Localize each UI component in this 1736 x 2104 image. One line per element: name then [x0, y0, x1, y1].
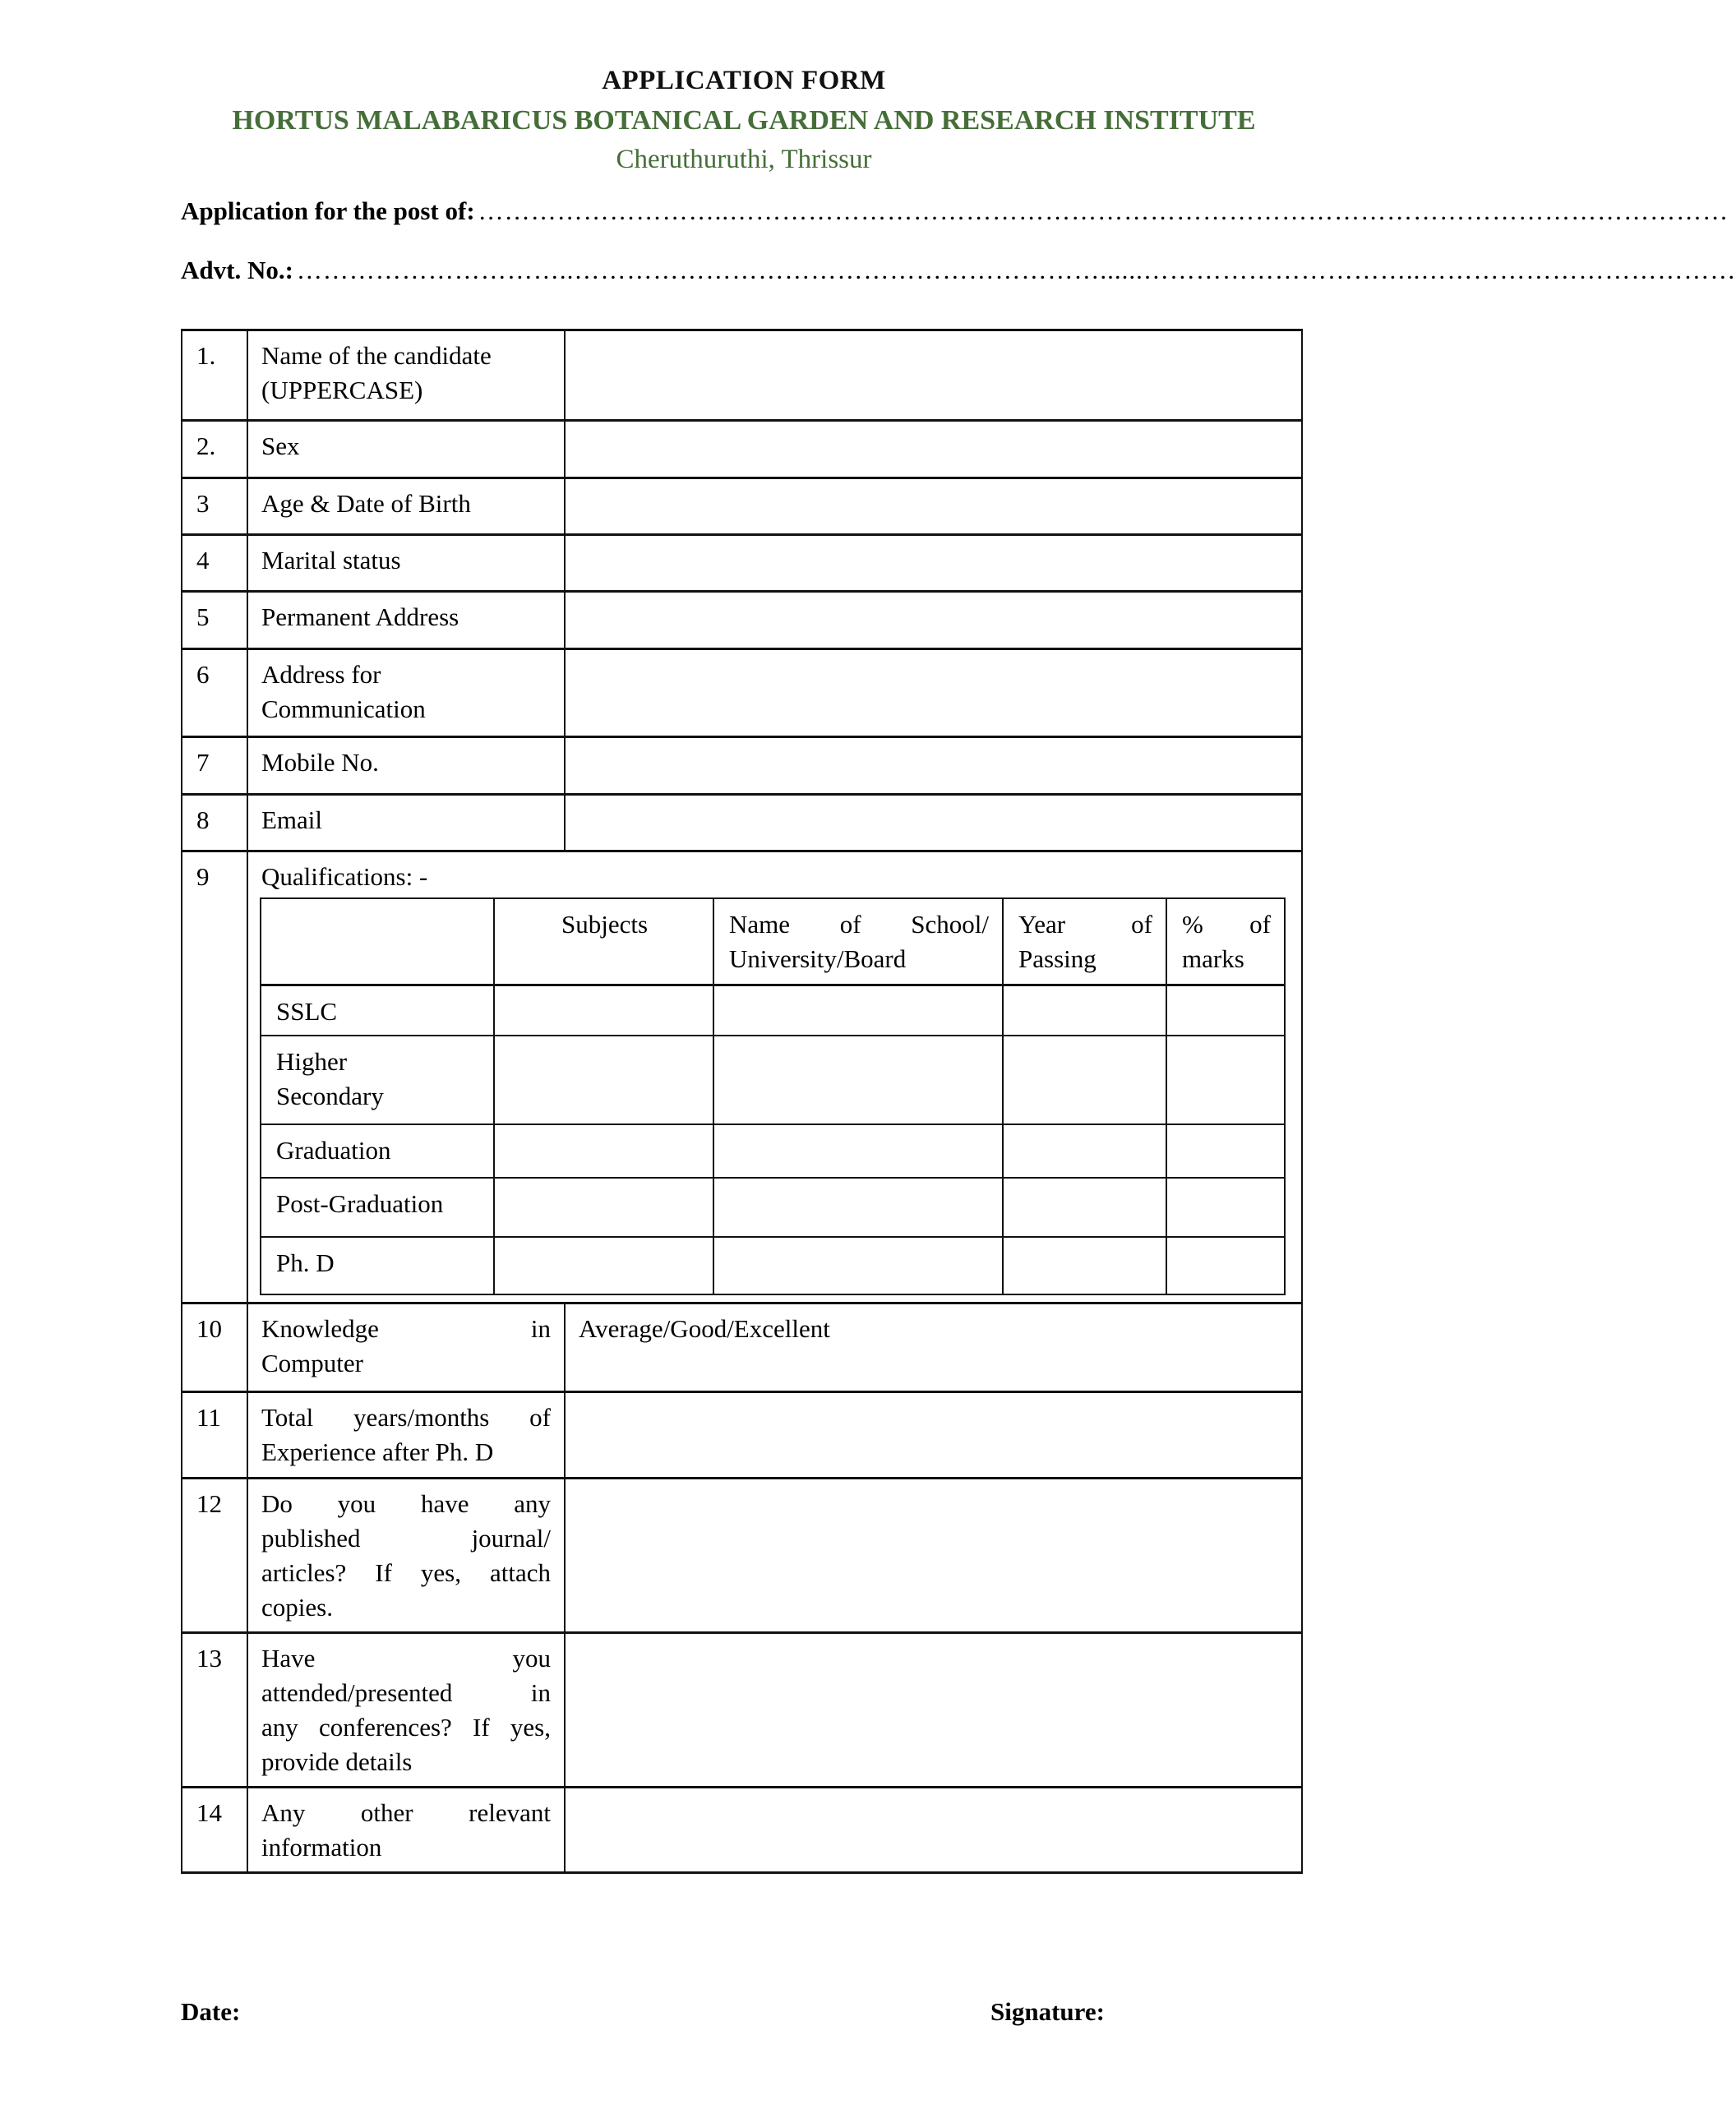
- row-value-cell: [565, 421, 1302, 478]
- application-details-table: [181, 329, 1303, 1874]
- advt-field-label: Advt. No.:: [181, 256, 293, 284]
- page-title: APPLICATION FORM: [602, 66, 886, 95]
- row-value-cell: [565, 1788, 1302, 1873]
- qual-level: Ph. D: [261, 1237, 494, 1294]
- row-number: 5: [182, 592, 247, 649]
- qual-level: Graduation: [261, 1124, 494, 1178]
- qualifications-label: Qualifications: -: [261, 862, 428, 891]
- qual-school-cell: [713, 985, 1003, 1036]
- row-value-cell: [565, 1392, 1302, 1479]
- row-number: 3: [182, 478, 247, 535]
- row-number: 7: [182, 737, 247, 795]
- qual-subjects-cell: [494, 1036, 713, 1124]
- qual-row-post-graduation: [261, 1178, 1285, 1237]
- table-row: [182, 592, 1302, 649]
- row-value-cell: [565, 1479, 1302, 1633]
- row-value-cell: [565, 649, 1302, 737]
- qual-header-year: Year of Passing: [1003, 898, 1166, 985]
- row-label: Permanent Address: [247, 592, 565, 649]
- qual-header-school: Name of School/ University/Board: [713, 898, 1003, 985]
- row-number: 8: [182, 795, 247, 851]
- qual-school-cell: [713, 1124, 1003, 1178]
- row-label: Name of the candidate (UPPERCASE): [247, 330, 565, 421]
- row-value: Average/Good/Excellent: [565, 1303, 1302, 1392]
- row-label: Sex: [247, 421, 565, 478]
- date-label: Date:: [181, 1997, 241, 2026]
- table-row: [182, 478, 1302, 535]
- row-label: Have you attended/presented in any conferences? If yes, provide details: [247, 1633, 565, 1788]
- row-number: 10: [182, 1303, 247, 1392]
- qualifications-header-row: [261, 898, 1285, 985]
- row-label: Total years/months of Experience after Ph. D: [247, 1392, 565, 1479]
- row-number: 11: [182, 1392, 247, 1479]
- qual-level: Post-Graduation: [261, 1178, 494, 1237]
- signature-label: Signature:: [990, 1997, 1105, 2026]
- institute-name: HORTUS MALABARICUS BOTANICAL GARDEN AND RESEARCH INSTITUTE: [232, 105, 1256, 136]
- row-value-cell: [565, 478, 1302, 535]
- row-number: 14: [182, 1788, 247, 1873]
- institute-location: Cheruthuruthi, Thrissur: [616, 145, 872, 174]
- row-label: Email: [247, 795, 565, 851]
- row-label: Marital status: [247, 535, 565, 592]
- qualifications-cell: [247, 851, 1302, 1303]
- post-field-label: Application for the post of:: [181, 196, 475, 225]
- qual-level: SSLC: [261, 985, 494, 1036]
- row-label: Knowledge in Computer: [247, 1303, 565, 1392]
- qual-subjects-cell: [494, 1178, 713, 1237]
- qual-marks-cell: [1166, 1124, 1285, 1178]
- qualifications-table: [260, 897, 1286, 1295]
- form-footer: [181, 1997, 1301, 2038]
- row-label: Age & Date of Birth: [247, 478, 565, 535]
- table-row: [182, 421, 1302, 478]
- qualifications-row: [182, 851, 1302, 1303]
- row-value-cell: [565, 592, 1302, 649]
- row-number: 2.: [182, 421, 247, 478]
- table-row: [182, 330, 1302, 421]
- row-value-cell: [565, 1633, 1302, 1788]
- qual-subjects-cell: [494, 1124, 713, 1178]
- qual-marks-cell: [1166, 985, 1285, 1036]
- post-dotted-line: ………………………..……………………………………………………………………………………………………: [478, 196, 1729, 225]
- table-row: [182, 1392, 1302, 1479]
- qual-year-cell: [1003, 1036, 1166, 1124]
- form-header: [0, 0, 1488, 176]
- row-value-cell: [565, 535, 1302, 592]
- post-field-line: [181, 194, 1729, 228]
- qual-marks-cell: [1166, 1036, 1285, 1124]
- qual-row-graduation: [261, 1124, 1285, 1178]
- qual-school-cell: [713, 1237, 1003, 1294]
- row-label: Any other relevant information: [247, 1788, 565, 1873]
- qual-year-cell: [1003, 1237, 1166, 1294]
- qual-subjects-cell: [494, 985, 713, 1036]
- row-number: 13: [182, 1633, 247, 1788]
- qual-level: Higher Secondary: [261, 1036, 494, 1124]
- row-value-cell: [565, 330, 1302, 421]
- row-value-cell: [565, 795, 1302, 851]
- row-label: Mobile No.: [247, 737, 565, 795]
- advt-field-line: [181, 253, 1736, 288]
- qual-header-subjects: Subjects: [494, 898, 713, 985]
- qual-school-cell: [713, 1178, 1003, 1237]
- qual-year-cell: [1003, 985, 1166, 1036]
- table-row: [182, 795, 1302, 851]
- row-number: 4: [182, 535, 247, 592]
- table-row: [182, 1788, 1302, 1873]
- row-label: Address for Communication: [247, 649, 565, 737]
- qual-school-cell: [713, 1036, 1003, 1124]
- row-value-cell: [565, 737, 1302, 795]
- row-number: 9: [182, 851, 247, 1303]
- table-row: [182, 1303, 1302, 1392]
- qual-row-sslc: [261, 985, 1285, 1036]
- qual-header-marks: % of marks: [1166, 898, 1285, 985]
- row-number: 12: [182, 1479, 247, 1633]
- qual-corner-cell: [261, 898, 494, 985]
- qual-year-cell: [1003, 1124, 1166, 1178]
- advt-dotted-line: …………………………..……………………………………………………......…………………………..………………………………: [296, 256, 1736, 284]
- table-row: [182, 535, 1302, 592]
- table-row: [182, 649, 1302, 737]
- row-number: 6: [182, 649, 247, 737]
- qual-subjects-cell: [494, 1237, 713, 1294]
- table-row: [182, 1479, 1302, 1633]
- qual-marks-cell: [1166, 1178, 1285, 1237]
- form-content: [181, 194, 1736, 2038]
- qual-row-higher-secondary: [261, 1036, 1285, 1124]
- qual-row-phd: [261, 1237, 1285, 1294]
- row-number: 1.: [182, 330, 247, 421]
- row-label: Do you have any published journal/ articles? If yes, attach copies.: [247, 1479, 565, 1633]
- table-row: [182, 737, 1302, 795]
- qual-marks-cell: [1166, 1237, 1285, 1294]
- table-row: [182, 1633, 1302, 1788]
- qual-year-cell: [1003, 1178, 1166, 1237]
